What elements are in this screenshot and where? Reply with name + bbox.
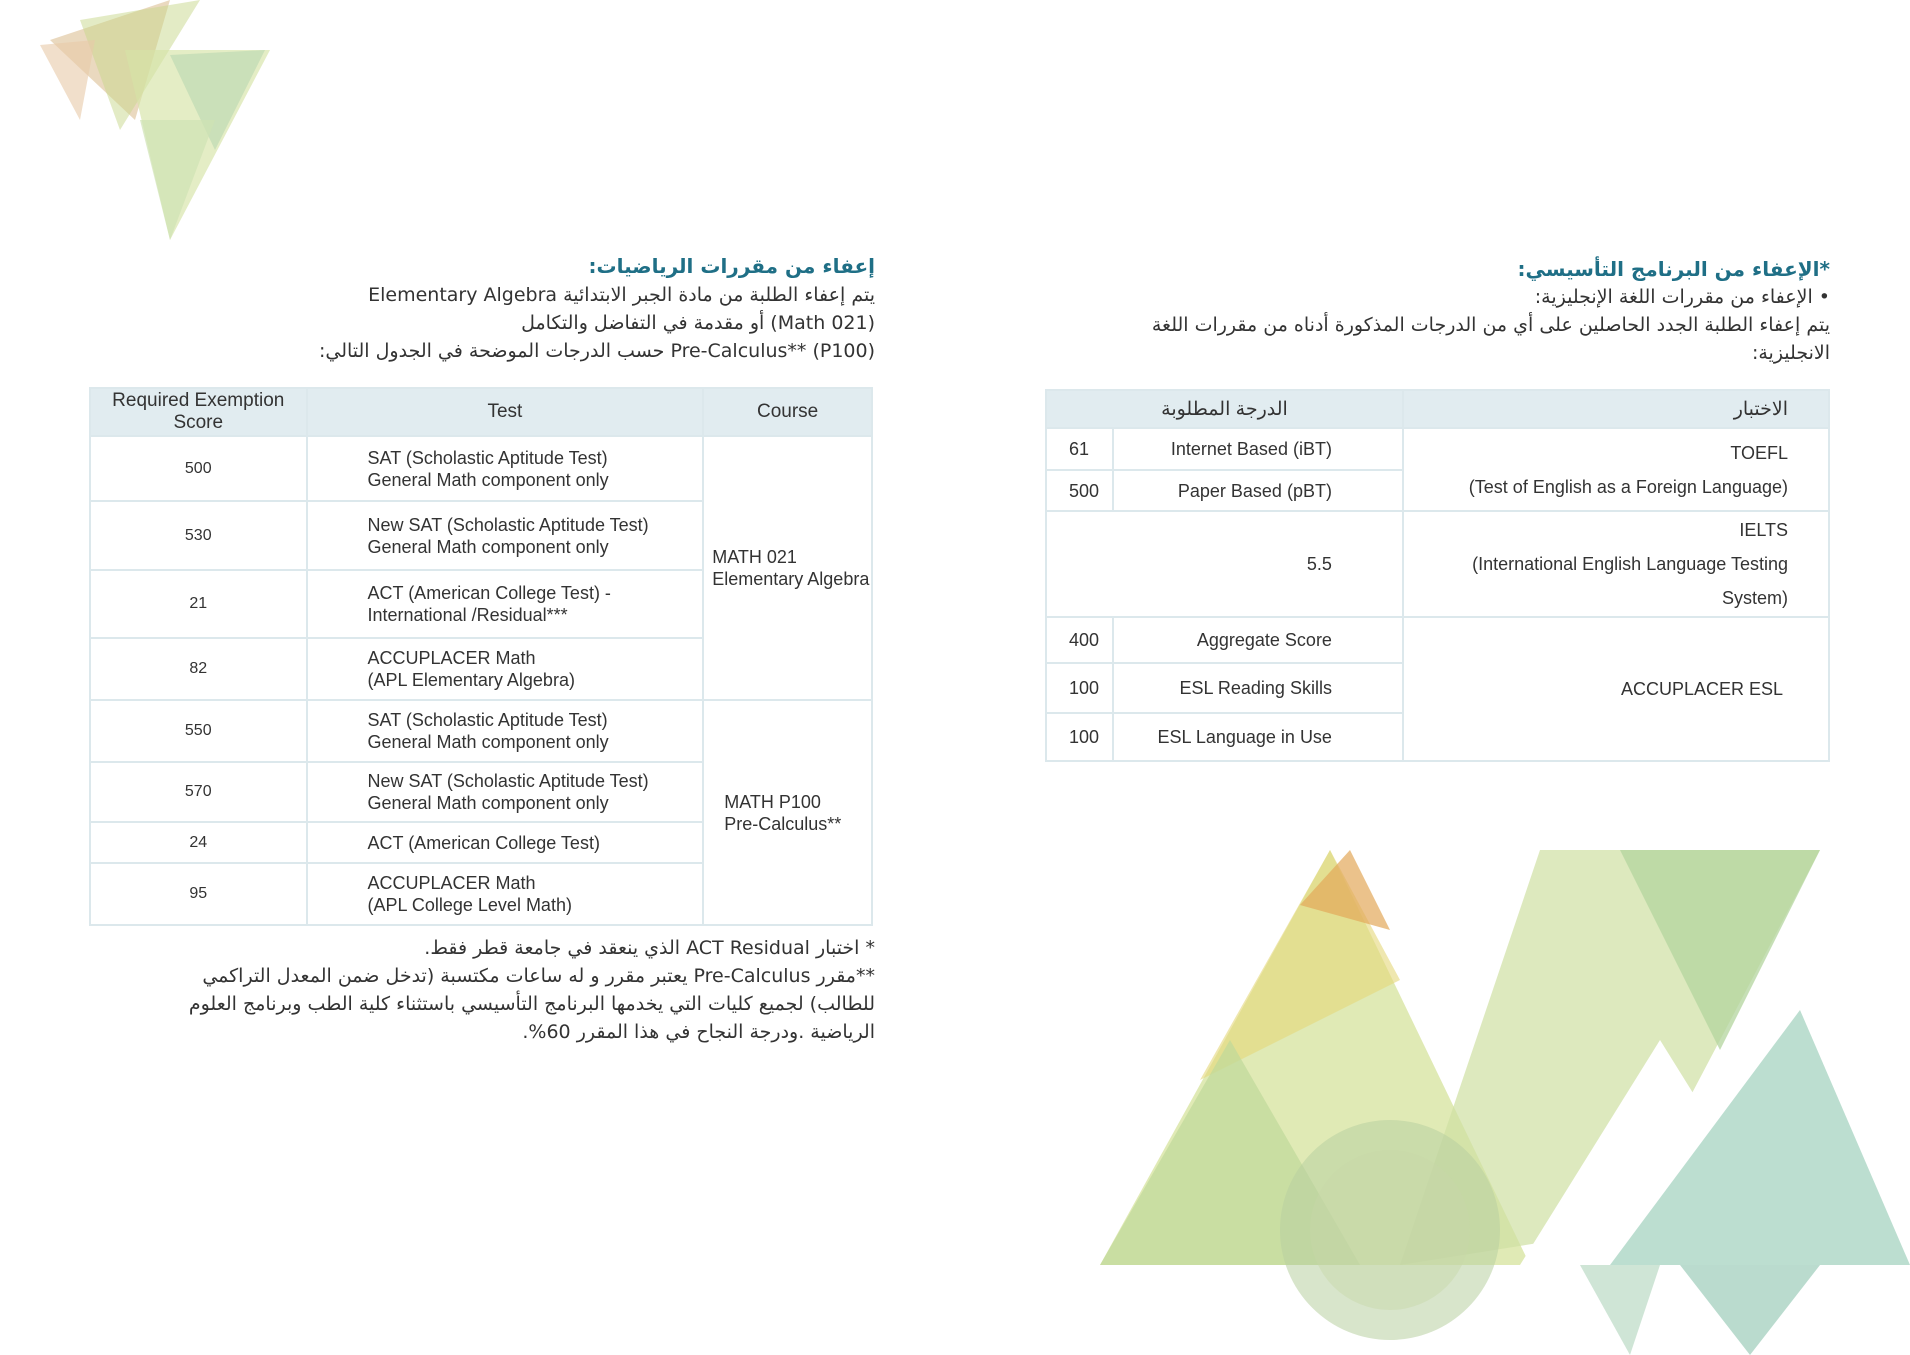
test-line: ACCUPLACER Math [367,873,536,893]
course-line: MATH 021 [712,547,797,567]
score-value: 500 [1046,470,1113,511]
header-course: Course [703,388,872,436]
test-line: SAT (Scholastic Aptitude Test) [367,447,608,468]
exam-cell [1403,428,1829,511]
english-intro-line: يتم إعفاء الطلبة الجدد الحاصلين على أي من الدرجات المذكورة أدناه من مقررات اللغة [1151,314,1830,336]
math-intro [260,281,875,365]
math-footnotes [90,934,875,1046]
score-value: 61 [1046,428,1113,470]
header-exam: الاختبار [1403,390,1829,428]
score-value: 5.5 [1046,511,1403,617]
math-exemption-table [89,387,873,926]
course-line: Elementary Algebra [712,569,870,589]
foundation-exemption-heading: *الإعفاء من البرنامج التأسيسي: [1517,257,1830,281]
footnote-line: الرياضية .ودرجة النجاح في هذا المقرر 60%. [522,1021,875,1043]
score-cell: 95 [90,863,307,925]
subtest-name: Internet Based (iBT) [1113,428,1403,470]
test-line: ACCUPLACER Math [367,648,536,668]
table-row [90,436,872,501]
score-value: 400 [1046,617,1113,663]
score-cell: 500 [90,436,307,501]
exam-name: TOEFL [1730,442,1788,463]
header-required-score: الدرجة المطلوبة [1046,390,1403,428]
subtest-name: Paper Based (pBT) [1113,470,1403,511]
test-cell [307,638,704,700]
footnote-line: * اختبار ACT Residual الذي ينعقد في جامعة قطر فقط. [424,937,875,959]
test-line: New SAT (Scholastic Aptitude Test) [367,771,649,791]
table-row [90,700,872,762]
course-line: Pre-Calculus** [724,813,842,834]
exam-name: IELTS [1739,520,1788,540]
course-cell [703,700,872,925]
math-intro-line: Pre-Calculus** (P100) حسب الدرجات الموضحة في الجدول التالي: [318,340,875,362]
exam-name: ACCUPLACER ESL [1620,679,1783,699]
test-line: General Math component only [367,732,609,752]
math-intro-line: (021 Math) أو مقدمة في التفاضل والتكامل [521,312,875,334]
exam-full-name: (Test of English as a Foreign Language) [1468,476,1788,497]
score-cell: 550 [90,700,307,762]
score-value: 100 [1046,663,1113,713]
test-cell [307,570,704,638]
header-required-score: Required Exemption Score [90,388,307,436]
english-intro-line: • الإعفاء من مقررات اللغة الإنجليزية: [1534,286,1830,308]
test-line: General Math component only [367,536,609,557]
test-line: General Math component only [367,793,609,813]
footnote-line: **مقرر Pre-Calculus يعتبر مقرر و له ساعات مكتسبة (تدخل ضمن المعدل التراكمي [202,965,875,987]
table-row [1046,428,1829,470]
test-line: New SAT (Scholastic Aptitude Test) [367,514,649,535]
test-line: ACT (American College Test) - [367,583,611,603]
test-line: (APL College Level Math) [367,895,572,915]
test-cell [307,501,704,570]
test-line: (APL Elementary Algebra) [367,670,575,690]
test-line: General Math component only [367,469,609,490]
math-exemption-heading: إعفاء من مقررات الرياضيات: [588,254,875,278]
score-cell: 530 [90,501,307,570]
exam-full-name: (International English Language Testing System) [1472,554,1788,608]
subtest-name: ESL Reading Skills [1113,663,1403,713]
math-intro-line: يتم إعفاء الطلبة من مادة الجبر الابتدائية Elementary Algebra [368,284,875,306]
test-line: SAT (Scholastic Aptitude Test) [367,710,608,730]
english-intro [1090,283,1830,367]
decorative-triangles-bottom [1100,850,1910,1355]
test-line: ACT (American College Test) [367,832,600,853]
table-row [1046,617,1829,663]
test-cell [307,436,704,501]
subtest-name: ESL Language in Use [1113,713,1403,761]
test-cell [307,863,704,925]
test-cell [307,762,704,822]
exam-cell [1403,511,1829,617]
table-header-row [1046,390,1829,428]
subtest-name: Aggregate Score [1113,617,1403,663]
test-cell [307,822,704,863]
exam-cell [1403,617,1829,761]
course-cell [703,436,872,700]
english-exemption-table [1045,389,1830,762]
score-value: 100 [1046,713,1113,761]
table-row [1046,511,1829,617]
decorative-triangles-top [40,0,280,250]
score-cell: 21 [90,570,307,638]
test-line: International /Residual*** [367,605,568,625]
score-cell: 570 [90,762,307,822]
course-line: MATH P100 [724,791,821,812]
test-cell [307,700,704,762]
header-test: Test [307,388,704,436]
score-cell: 82 [90,638,307,700]
table-header-row [90,388,872,436]
footnote-line: للطالب) لجميع كليات التي يخدمها البرنامج التأسيسي باستثناء كلية الطب وبرنامج العلوم [188,993,875,1015]
english-intro-line: الانجليزية: [1751,342,1830,364]
score-cell: 24 [90,822,307,863]
